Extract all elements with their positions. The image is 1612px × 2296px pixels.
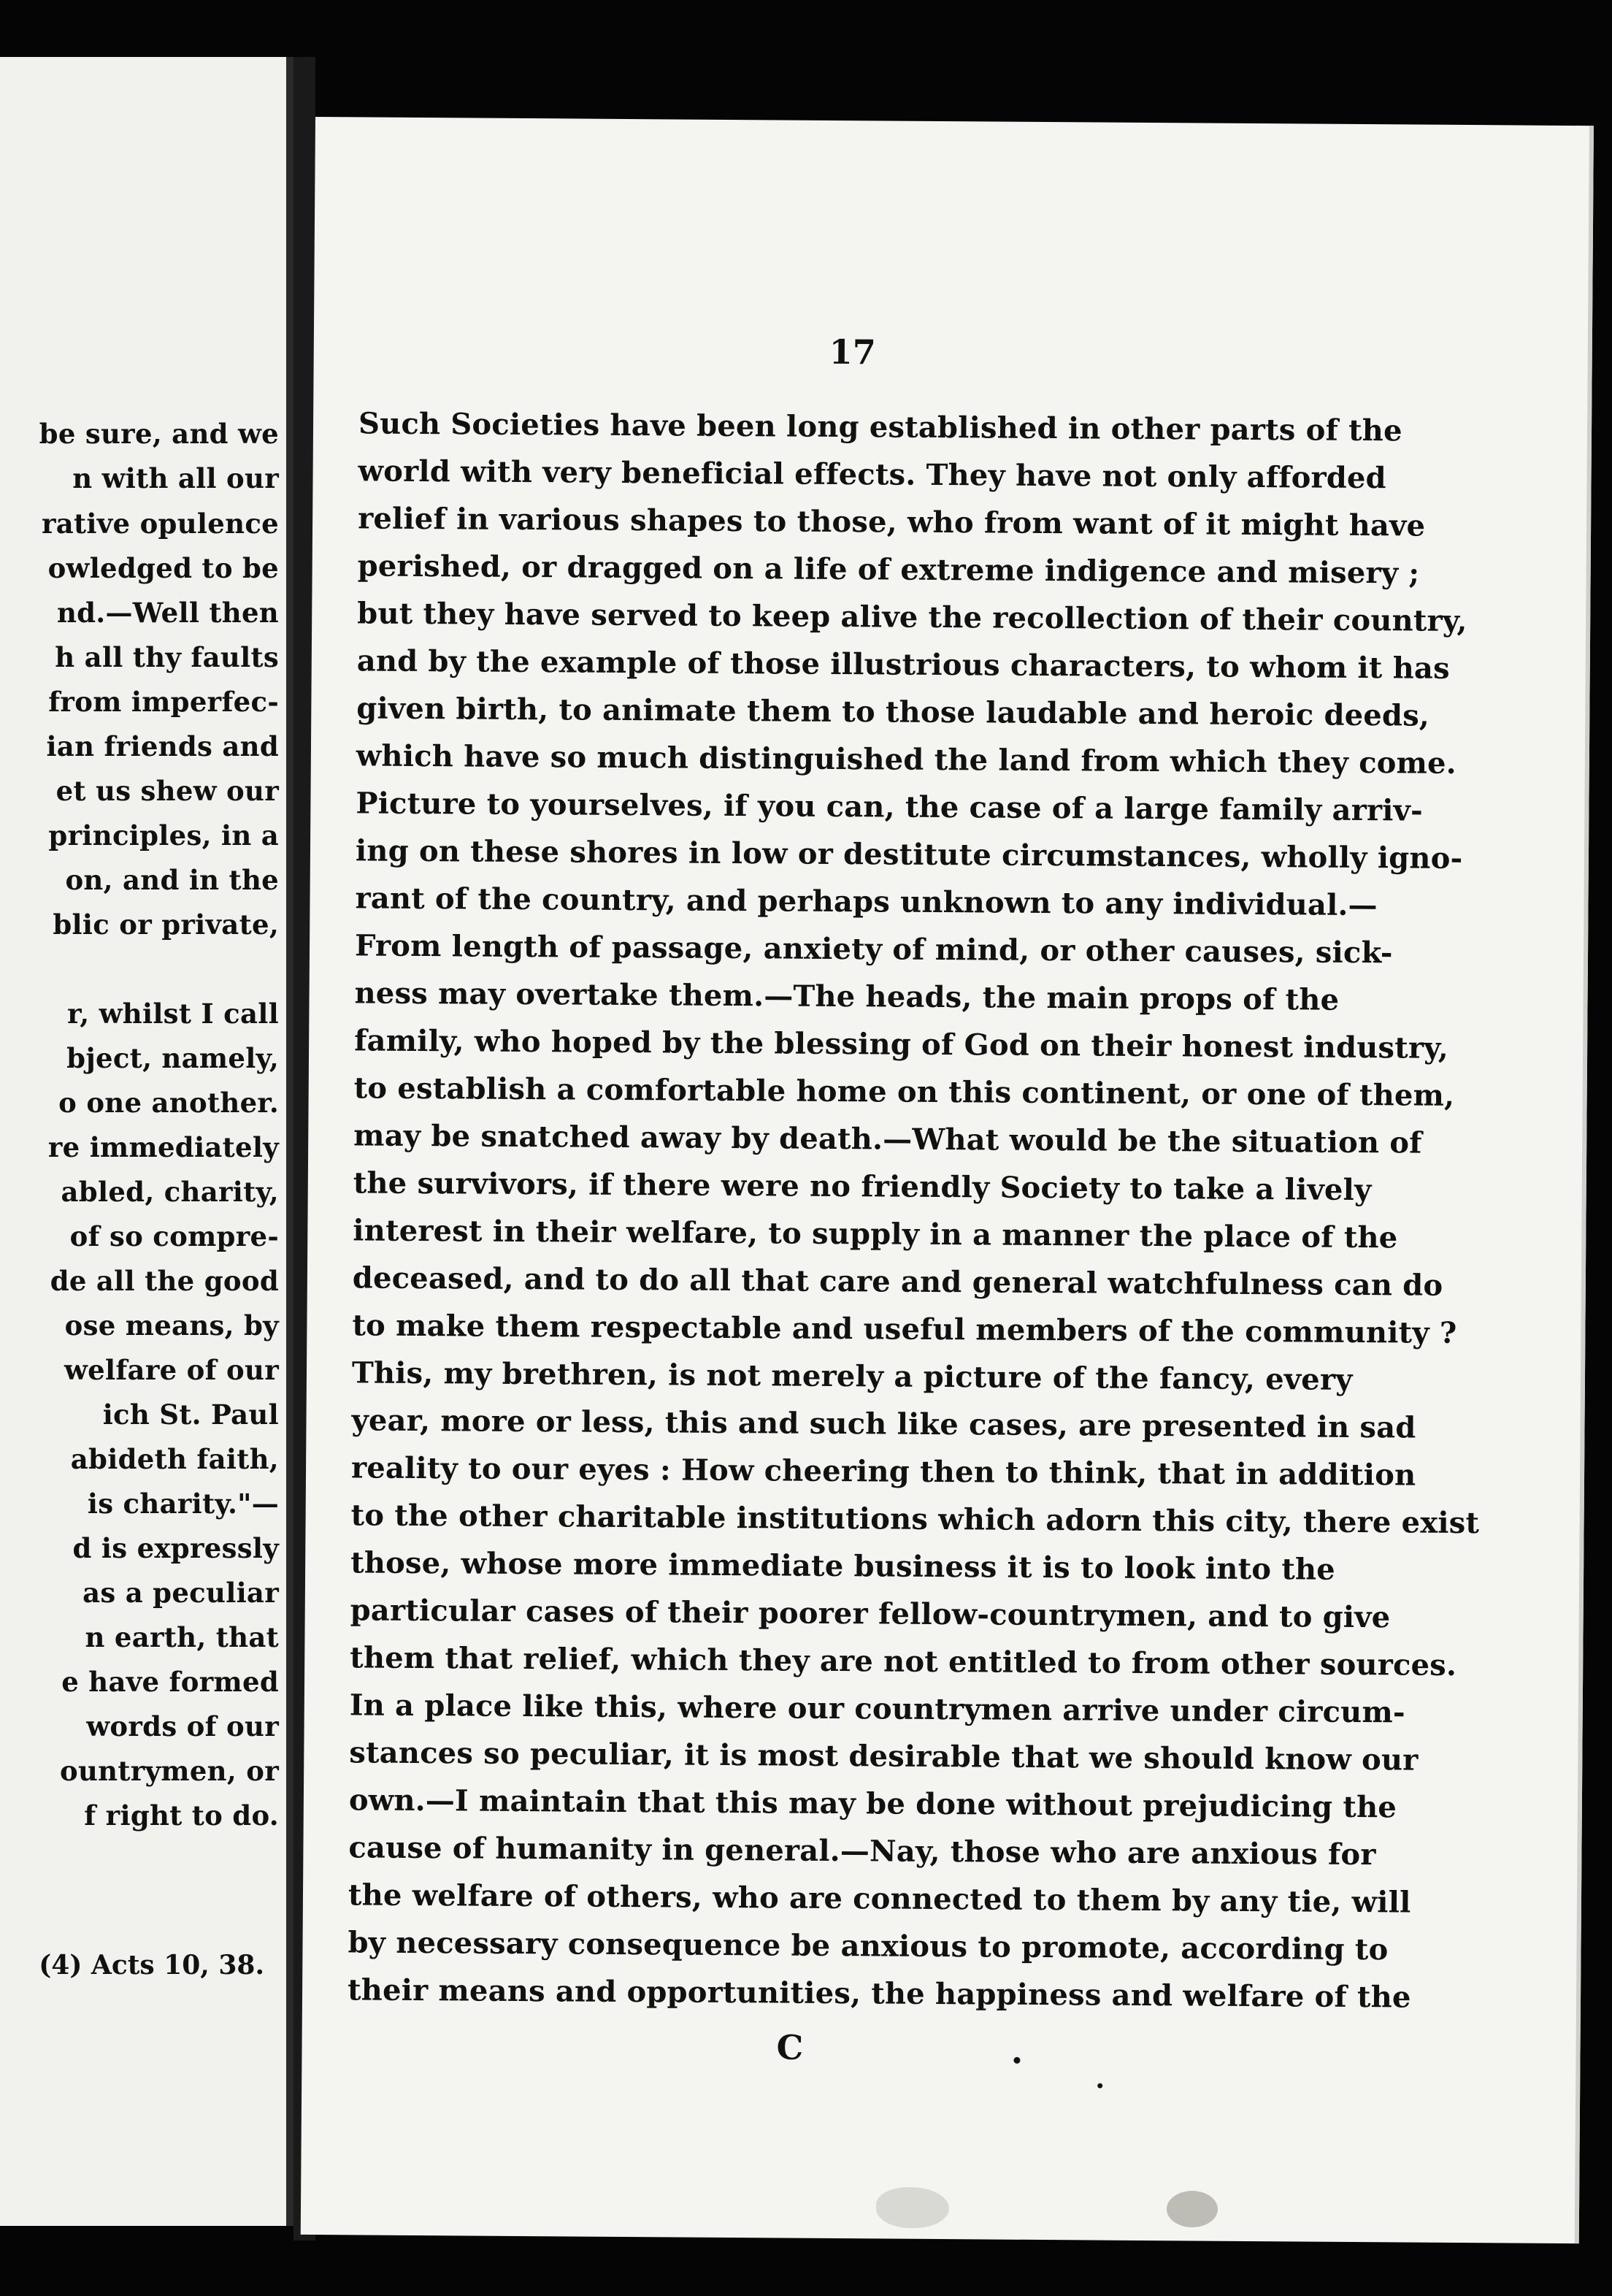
left-page-line: bject, namely, [66, 1042, 279, 1074]
body-text-line: to the other charitable institutions which adorn this city, there exist [350, 1498, 1480, 1541]
left-page-line: as a peculiar [82, 1577, 279, 1609]
paper-blot [1167, 2191, 1218, 2227]
left-page-line: ose means, by [64, 1309, 279, 1342]
body-text-line: ness may overtake them.—The heads, the main props of the [354, 976, 1340, 1017]
body-text-line: rant of the country, and perhaps unknown to any individual.— [355, 881, 1378, 923]
left-page-footnote: (4) Acts 10, 38. [39, 1950, 264, 1981]
left-page-line: ich St. Paul [102, 1398, 279, 1431]
left-page-line: is charity."— [87, 1488, 279, 1520]
body-text-line: own.—I maintain that this may be done without prejudicing the [348, 1783, 1397, 1825]
page-number: 17 [829, 332, 876, 372]
left-page-line: r, whilst I call [67, 998, 279, 1030]
body-text-line: those, whose more immediate business it is to look into the [350, 1545, 1336, 1587]
left-page [0, 57, 293, 2226]
body-text-line: cause of humanity in general.—Nay, those who are anxious for [348, 1830, 1376, 1872]
paper-blot [876, 2187, 949, 2228]
left-page-line: e have formed [61, 1666, 279, 1698]
left-page-line: words of our [86, 1710, 279, 1742]
body-text-line: the survivors, if there were no friendly Society to take a lively [353, 1166, 1372, 1208]
left-page-line: from imperfec- [48, 686, 279, 718]
body-text-line: perished, or dragged on a life of extreme indigence and misery ; [357, 548, 1420, 591]
body-text-line: interest in their welfare, to supply in a manner the place of the [353, 1213, 1398, 1255]
body-text-line: to make them respectable and useful members of the community ? [352, 1308, 1457, 1350]
left-page-line: n earth, that [85, 1621, 279, 1653]
body-text-line: relief in various shapes to those, who from want of it might have [357, 501, 1426, 543]
left-page-line: on, and in the [65, 864, 279, 896]
body-text-line: but they have served to keep alive the recollection of their country, [357, 596, 1467, 639]
body-text-line: This, my brethren, is not merely a picture of the fancy, every [351, 1355, 1353, 1397]
left-page-line: o one another. [58, 1087, 279, 1119]
body-text-line: stances so peculiar, it is most desirable that we should know our [349, 1735, 1419, 1778]
left-page-line: de all the good [50, 1265, 279, 1297]
left-page-line: owledged to be [47, 552, 279, 584]
left-page-line: ian friends and [46, 730, 279, 762]
left-page-line: re immediately [47, 1131, 279, 1163]
left-page-line: ountrymen, or [60, 1755, 279, 1787]
ink-speck [1097, 2083, 1102, 2089]
left-page-line: principles, in a [48, 819, 279, 852]
body-text-line: ing on these shores in low or destitute circumstances, wholly igno- [355, 833, 1463, 876]
body-text-line: them that relief, which they are not entitled to from other sources. [350, 1640, 1457, 1683]
body-text-line: year, more or less, this and such like cases, are presented in sad [351, 1403, 1416, 1445]
body-text-line: their means and opportunities, the happiness and welfare of the [347, 1972, 1411, 2015]
left-page-line: et us shew our [55, 775, 279, 807]
body-text-line: family, who hoped by the blessing of God on their honest industry, [354, 1023, 1449, 1065]
left-page-line: rative opulence [41, 508, 279, 540]
left-page-line: abideth faith, [70, 1443, 279, 1475]
left-page-line: n with all our [72, 462, 279, 494]
left-page-edge [286, 57, 293, 2226]
left-page-line: blic or private, [53, 908, 279, 941]
body-text-line: In a place like this, where our countrymen arrive under circum- [349, 1688, 1405, 1730]
body-text-line: reality to our eyes : How cheering then to think, that in addition [350, 1450, 1416, 1493]
left-page-line: h all thy faults [55, 641, 279, 673]
left-page-line: welfare of our [64, 1354, 279, 1386]
signature-mark: C [776, 2027, 804, 2067]
body-text-line: particular cases of their poorer fellow-countrymen, and to give [350, 1593, 1391, 1635]
right-page [301, 117, 1594, 2243]
left-page-line: of so compre- [69, 1220, 279, 1252]
body-text-line: may be snatched away by death.—What would be the situation of [353, 1118, 1422, 1160]
left-page-line: nd.—Well then [56, 597, 279, 629]
body-text-line: the welfare of others, who are connected to them by any tie, will [348, 1878, 1411, 1920]
body-text-line: which have so much distinguished the land from which they come. [356, 738, 1457, 781]
body-text-line: by necessary consequence be anxious to promote, according to [348, 1925, 1389, 1967]
body-text-line: world with very beneficial effects. They have not only afforded [358, 454, 1386, 496]
ink-speck [1013, 2057, 1020, 2064]
body-text-line: deceased, and to do all that care and general watchfulness can do [352, 1260, 1443, 1303]
body-text-line: to establish a comfortable home on this continent, or one of them, [353, 1071, 1455, 1113]
left-page-line: d is expressly [72, 1532, 279, 1564]
body-text-line: Such Societies have been long established in other parts of the [358, 406, 1402, 448]
body-text-line: From length of passage, anxiety of mind, or other causes, sick- [354, 928, 1393, 971]
left-page-line: be sure, and we [39, 418, 279, 450]
left-page-line: f right to do. [84, 1799, 279, 1832]
body-text-line: Picture to yourselves, if you can, the case of a large family arriv- [356, 786, 1424, 828]
left-page-line: abled, charity, [61, 1176, 279, 1208]
body-text-line: and by the example of those illustrious characters, to whom it has [356, 643, 1450, 686]
body-text-line: given birth, to animate them to those laudable and heroic deeds, [356, 691, 1430, 733]
